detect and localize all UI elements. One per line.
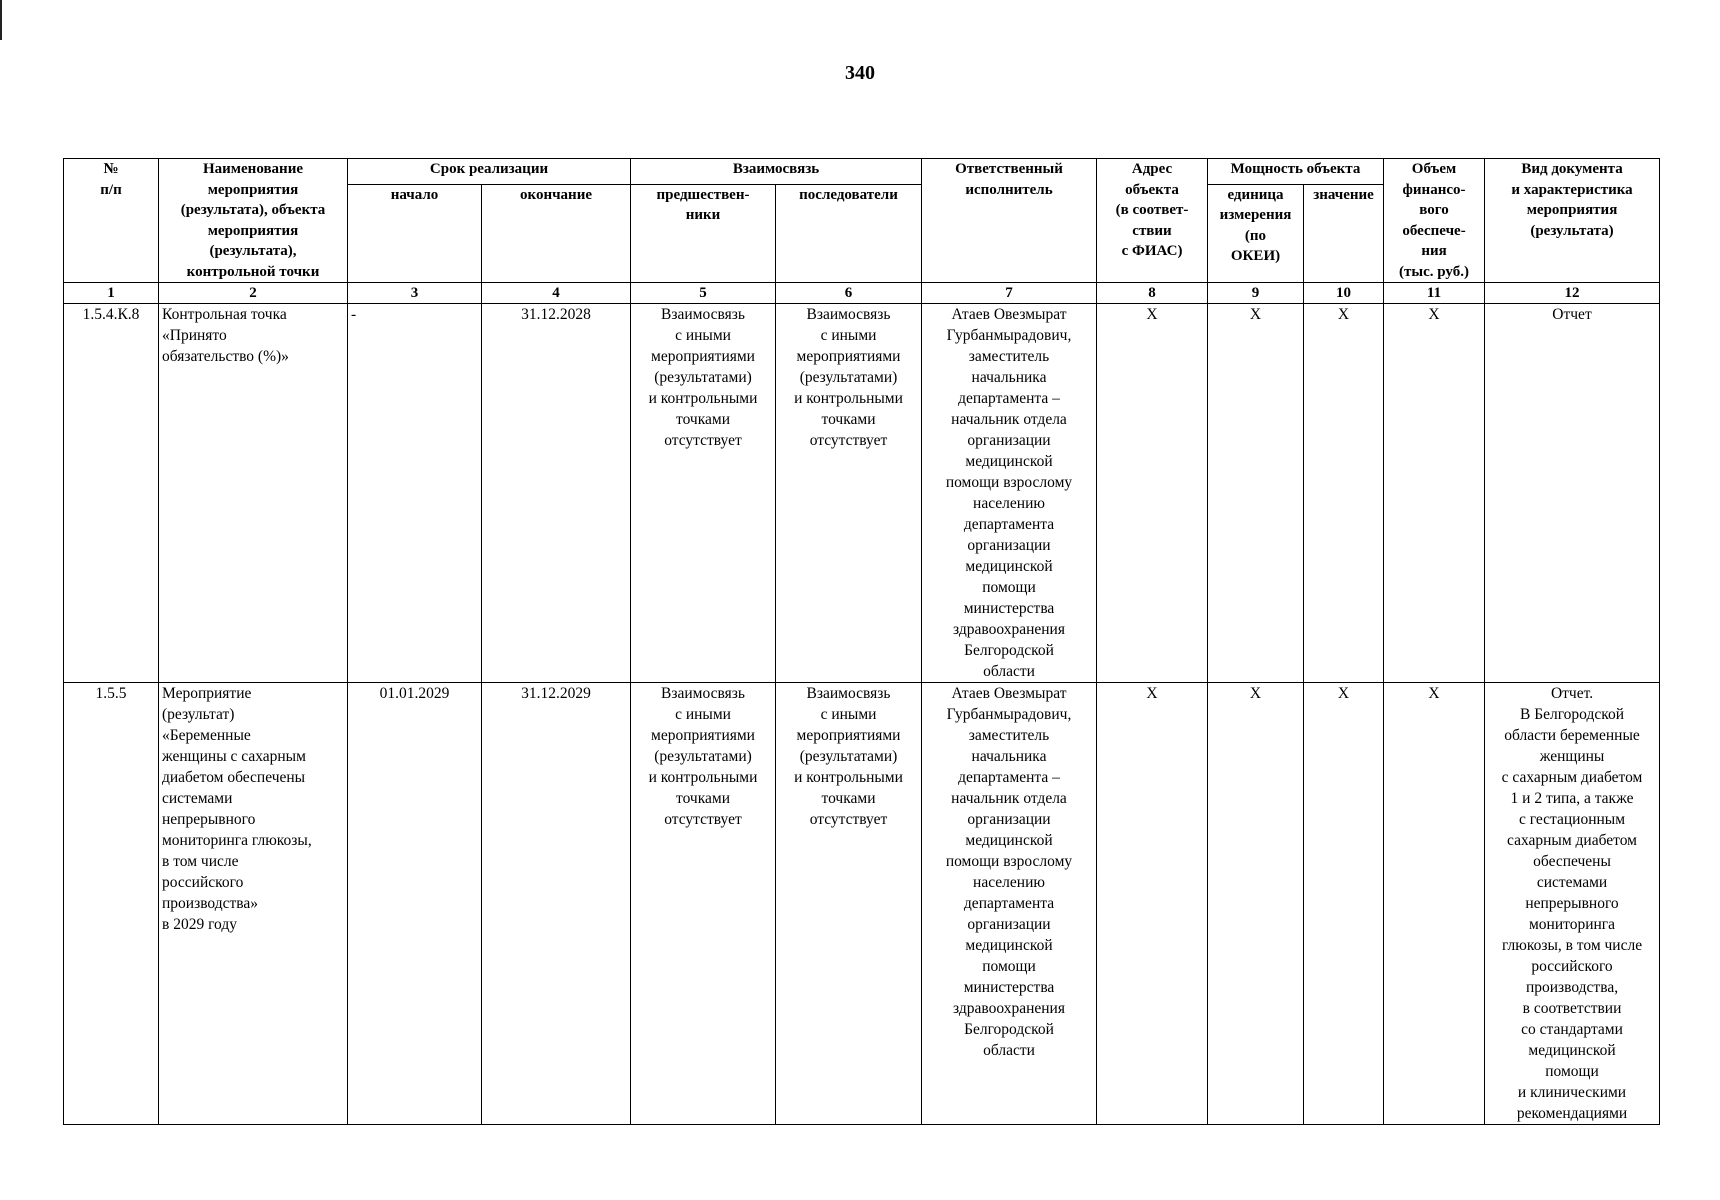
row-number: 1.5.4.К.8 (64, 304, 159, 683)
row-name: Контрольная точка «Принято обязательство (%)» (159, 304, 348, 683)
row-start-date: - (348, 304, 482, 683)
header-doc-type: Вид документа и характеристика мероприятия (результата) (1485, 159, 1660, 283)
column-number: 11 (1384, 283, 1485, 304)
row-successors: Взаимосвязь с иными мероприятиями (результатами) и контрольными точками отсутствует (776, 304, 922, 683)
column-number: 1 (64, 283, 159, 304)
header-term-group: Срок реализации (348, 159, 631, 185)
column-number: 3 (348, 283, 482, 304)
header-link-group: Взаимосвязь (631, 159, 922, 185)
column-number: 12 (1485, 283, 1660, 304)
row-value: X (1304, 683, 1384, 1125)
column-number: 9 (1208, 283, 1304, 304)
row-start-date: 01.01.2029 (348, 683, 482, 1125)
page-number: 340 (845, 62, 875, 84)
row-funding: X (1384, 304, 1485, 683)
header-predecessors: предшествен- ники (631, 184, 776, 283)
column-number: 4 (482, 283, 631, 304)
header-successors: последователи (776, 184, 922, 283)
row-number: 1.5.5 (64, 683, 159, 1125)
row-address: X (1097, 304, 1208, 683)
row-executor: Атаев Овезмырат Гурбанмырадович, заместитель начальника департамента – начальник отдела организации медицинской помощи взрослому населению департамента организации медицинской помощи министерства здравоохранения Белгородской области (922, 683, 1097, 1125)
row-successors: Взаимосвязь с иными мероприятиями (результатами) и контрольными точками отсутствует (776, 683, 922, 1125)
row-end-date: 31.12.2028 (482, 304, 631, 683)
header-num: № п/п (64, 159, 159, 283)
row-unit: X (1208, 304, 1304, 683)
header-row-1 (64, 159, 1660, 185)
row-funding: X (1384, 683, 1485, 1125)
row-address: X (1097, 683, 1208, 1125)
row-doc: Отчет (1485, 304, 1660, 683)
row-doc: Отчет. В Белгородской области беременные женщины с сахарным диабетом 1 и 2 типа, а также с гестационным сахарным диабетом обеспечены системами непрерывного мониторинга глюкозы, в том числе российского производства, в соответствии со стандартами медицинской помощи и клиническими рекомендациями (1485, 683, 1660, 1125)
plan-table (63, 158, 1660, 1125)
column-number: 2 (159, 283, 348, 304)
row-unit: X (1208, 683, 1304, 1125)
column-number: 5 (631, 283, 776, 304)
header-address: Адрес объекта (в соответ- ствии с ФИАС) (1097, 159, 1208, 283)
header-value: значение (1304, 184, 1384, 283)
header-unit: единица измерения (по ОКЕИ) (1208, 184, 1304, 283)
header-end: окончание (482, 184, 631, 283)
row-end-date: 31.12.2029 (482, 683, 631, 1125)
table-row (64, 304, 1660, 683)
column-number: 10 (1304, 283, 1384, 304)
column-number: 6 (776, 283, 922, 304)
row-executor: Атаев Овезмырат Гурбанмырадович, заместитель начальника департамента – начальник отдела организации медицинской помощи взрослому населению департамента организации медицинской помощи министерства здравоохранения Белгородской области (922, 304, 1097, 683)
row-value: X (1304, 304, 1384, 683)
header-start: начало (348, 184, 482, 283)
column-number: 7 (922, 283, 1097, 304)
row-predecessors: Взаимосвязь с иными мероприятиями (результатами) и контрольными точками отсутствует (631, 304, 776, 683)
scan-edge-mark (0, 0, 2, 40)
row-name: Мероприятие (результат) «Беременные женщины с сахарным диабетом обеспечены системами непрерывного мониторинга глюкозы, в том числе российского производства» в 2029 году (159, 683, 348, 1125)
row-predecessors: Взаимосвязь с иными мероприятиями (результатами) и контрольными точками отсутствует (631, 683, 776, 1125)
header-executor: Ответственный исполнитель (922, 159, 1097, 283)
header-capacity-group: Мощность объекта (1208, 159, 1384, 185)
header-funding: Объем финансо- вого обеспече- ния (тыс. руб.) (1384, 159, 1485, 283)
header-name: Наименование мероприятия (результата), объекта мероприятия (результата), контрольной точки (159, 159, 348, 283)
table-row (64, 683, 1660, 1125)
column-number: 8 (1097, 283, 1208, 304)
column-number-row (64, 283, 1660, 304)
